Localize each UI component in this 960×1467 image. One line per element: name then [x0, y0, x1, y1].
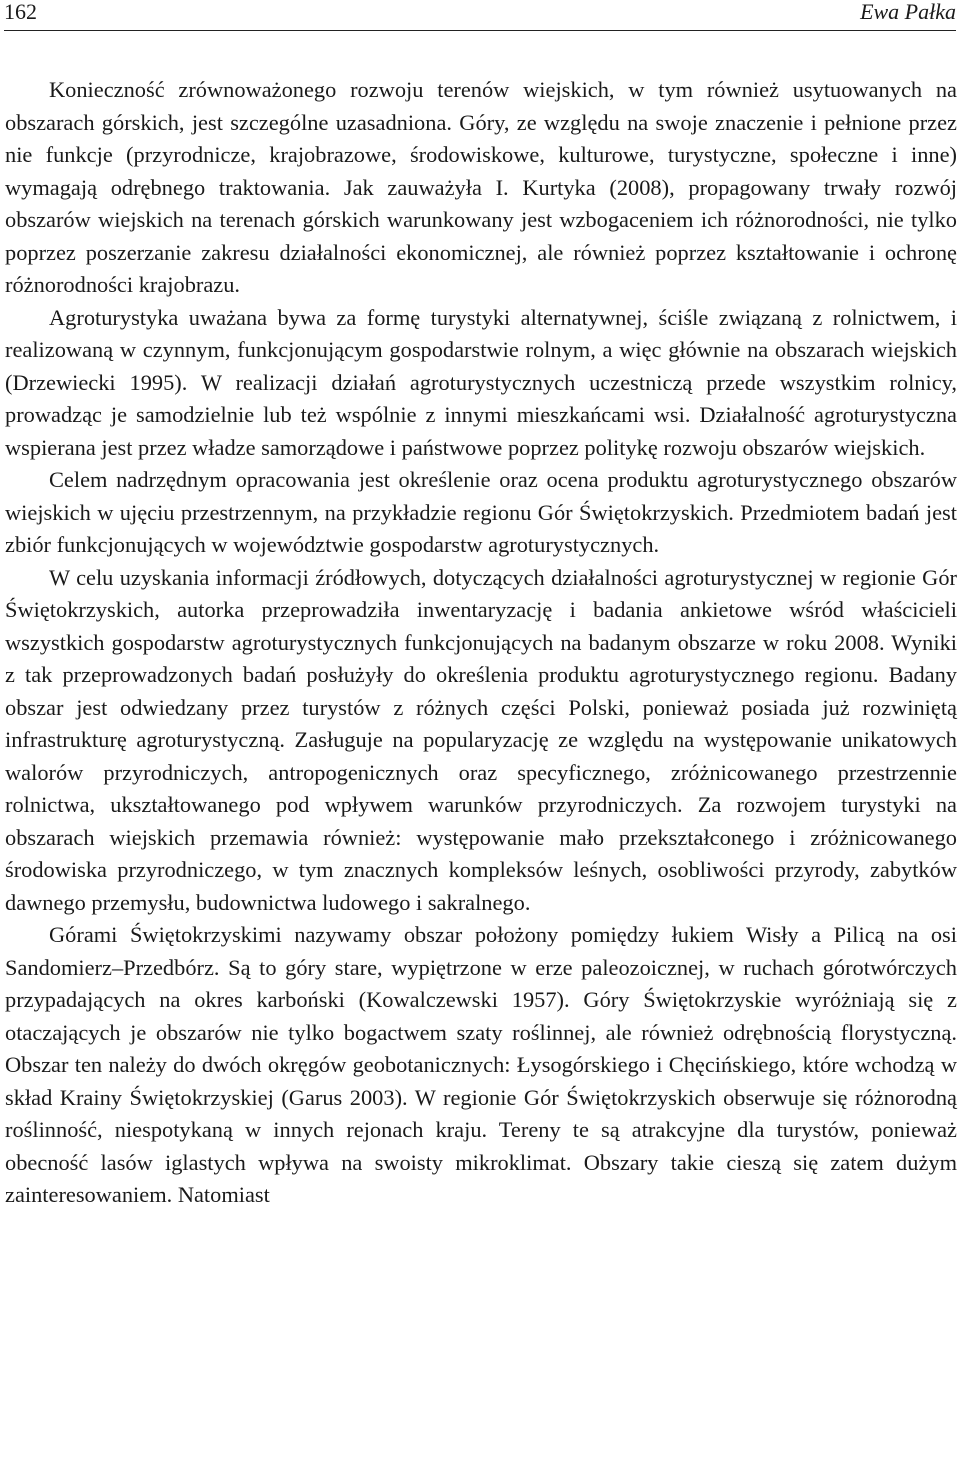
body-text [5, 74, 957, 1212]
paragraph-research-method: W celu uzyskania informacji źródłowych, dotyczących działalności agroturystycznej w regionie Gór Świętokrzyskich, autorka przeprowadziła inwentaryzację i badania ankietowe wśród właścicieli wszystkich gospodarstw agroturystycznych funkcjonujących na badanym obszarze w roku 2008. Wyniki z tak przeprowadzonych badań posłużyły do określenia produktu agroturystycznego regionu. Badany obszar jest odwiedzany przez turystów z różnych części Polski, ponieważ posiada już rozwiniętą infrastrukturę agroturystyczną. Zasługuje na popularyzację ze względu na występowanie unikatowych walorów przyrodniczych, antropogenicznych oraz specyficznego, zróżnicowanego przestrzennie rolnictwa, ukształtowanego pod wpływem warunków przyrodniczych. Za rozwojem turystyki na obszarach wiejskich przemawia również: występowanie mało przekształconego i zróżnicowanego środowiska przyrodniczego, w tym znacznych kompleksów leśnych, osobliwości przyrody, zabytków dawnego przemysłu, budownictwa ludowego i sakralnego. [5, 564, 957, 915]
paragraph-agrotourism-definition: Agroturystyka uważana bywa za formę turystyki alternatywnej, ściśle związaną z rolnictwem, i realizowaną w czynnym, funkcjonującym gospodarstwie rolnym, a więc głównie na obszarach wiejskich (Drzewiecki 1995). W realizacji działań agroturystycznych uczestniczą przede wszystkim rolnicy, prowadząc je samodzielnie lub też wspólnie z innymi mieszkańcami wsi. Działalność agroturystyczna wspierana jest przez władze samorządowe i państwowe poprzez politykę rozwoju obszarów wiejskich. [5, 304, 957, 460]
page-number: 162 [4, 0, 37, 24]
paragraph-sustainable-development: Konieczność zrównoważonego rozwoju terenów wiejskich, w tym również usytuowanych na obszarach górskich, jest szczególne uzasadniona. Góry, ze względu na swoje znaczenie i pełnione przez nie funkcje (przyrodnicze, krajobrazowe, środowiskowe, kulturowe, turystyczne, społeczne i inne) wymagają odrębnego traktowania. Jak zauważyła I. Kurtyka (2008), propagowany trwały rozwój obszarów wiejskich na terenach górskich warunkowany jest wzbogaceniem ich różnorodności, nie tylko poprzez poszerzanie zakresu działalności ekonomicznej, ale również poprzez kształtowanie i ochronę różnorodności krajobrazu. [5, 77, 957, 297]
paragraph-study-aim: Celem nadrzędnym opracowania jest określenie oraz ocena produktu agroturystycznego obszarów wiejskich w ujęciu przestrzennym, na przykładzie regionu Gór Świętokrzyskich. Przedmiotem badań jest zbiór funkcjonujących w województwie gospodarstw agroturystycznych. [5, 467, 957, 557]
paragraph-region-description: Górami Świętokrzyskimi nazywamy obszar położony pomiędzy łukiem Wisły a Pilicą na osi Sandomierz–Przedbórz. Są to góry stare, wypiętrzone w erze paleozoicznej, w ruchach górotwórczych przypadających na okres karboński (Kowalczewski 1957). Góry Świętokrzyskie wyróżniają się z otaczających je obszarów nie tylko bogactwem szaty roślinnej, ale również odrębnością florystyczną. Obszar ten należy do dwóch okręgów geobotanicznych: Łysogórskiego i Chęcińskiego, które wchodzą w skład Krainy Świętokrzyskiej (Garus 2003). W regionie Gór Świętokrzyskich obserwuje się różnorodną roślinność, niespotykaną w innych rejonach kraju. Tereny te są atrakcyjne dla turystów, ponieważ obecność lasów iglastych wpływa na swoisty mikroklimat. Obszary takie cieszą się zatem dużym zainteresowaniem. Natomiast [5, 922, 957, 1207]
running-header-author: Ewa Pałka [860, 0, 956, 24]
running-header [4, 0, 956, 31]
